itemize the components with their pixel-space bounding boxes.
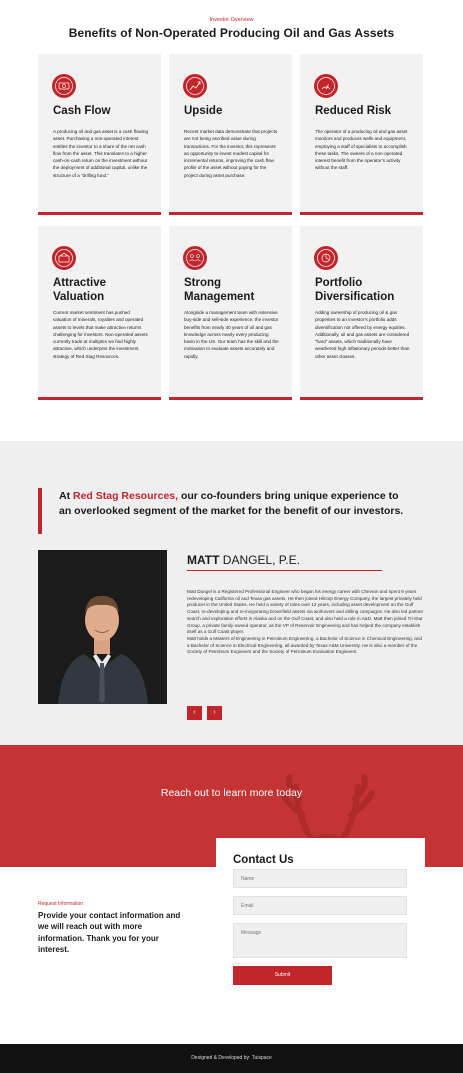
- benefit-card-strong-management: [169, 226, 292, 400]
- name-field[interactable]: Name: [233, 869, 407, 888]
- founder-bio-paragraph: Matt Dangel is a Registered Professional Engineer who began his energy career with Chevron and spent 6 years redeveloping California oil and Texas gas assets. He then joined Hilcorp Energy Company, the largest privately held producer in the United States. He held a variety of roles over 12 years, including asset development on the Gulf Coast, re-developing and re-invigorating brownfield assets via workovers and drilling campaigns. He also led partner search and exploration efforts in Alaska and on the Gulf Coast, and also held a role in A&D. Matt then joined Tri-Star Group, a private family-owned operator, as the VP of Reservoir Engineering and has helped the company establish itself as a Gulf Coast player.: [187, 589, 424, 635]
- founder-photo: [38, 550, 167, 704]
- card-title: Cash Flow: [53, 105, 111, 117]
- cta-text: Reach out to learn more today: [160, 787, 303, 799]
- founder-bio: [187, 589, 425, 656]
- card-body: The operator of a producing oil and gas asset monitors and produces wells and equipment, employing a staff of specialists to accomplish these tasks. The owners of a non-operated interest benefit from the operator’s activity without the staff.: [315, 129, 408, 171]
- brand-name: Red Stag Resources,: [73, 490, 179, 502]
- card-body: A producing oil and gas asset is a cash flowing asset. Purchasing a non-operated interest entitles the investor to a share of the net cash flow from the asset. This translates to a higher cash-on-cash return on the investment without the deployment of additional capital, unlike the structure of a “drilling fund.”: [53, 129, 148, 178]
- upside-icon: [183, 74, 207, 98]
- footer-credit: Designed & Developed by: Tuispace: [191, 1055, 272, 1061]
- management-icon: [183, 246, 207, 270]
- request-eyebrow: Request Information: [38, 901, 84, 907]
- founder-bio-paragraph: Matt holds a Masters of Engineering in Petroleum Engineering, a Bachelor of Science in Chemical Engineering, and a Bachelor of Science in Electrical Engineering, all awarded by Texas A&M University. He is also a member of the Society of Petroleum Engineers and the Society of Petroleum Evaluation Engineers.: [187, 635, 422, 655]
- card-title: Portfolio Diversification: [315, 277, 395, 303]
- section-eyebrow: Investor Overview: [209, 17, 254, 23]
- page-title: Benefits of Non-Operated Producing Oil and Gas Assets: [68, 26, 395, 40]
- submit-button[interactable]: Submit: [233, 966, 332, 985]
- request-text: Provide your contact information and we will reach out with more information. Thank you for your interest.: [38, 911, 181, 954]
- card-body: Alongside a management team with extensive buy-side and sell-side experience, the investor benefits from nearly 40 years of oil and gas knowledge across nearly every producing basin in the US. Our team has the skill and the motivation to evaluate assets accurately and rapidly.: [184, 310, 279, 359]
- team-quote: At Red Stag Resources, our co-founders bring unique experience to an overlooked segment of the market for the benefit of our investors.: [59, 490, 404, 517]
- founder-name: MATT DANGEL, P.E.: [187, 553, 300, 567]
- diversification-icon: [314, 246, 338, 270]
- reduced-risk-icon: [314, 74, 338, 98]
- valuation-icon: [52, 246, 76, 270]
- benefit-card-cash-flow: [38, 54, 161, 215]
- chevron-left-icon: ‹: [193, 709, 196, 716]
- message-field[interactable]: Message: [233, 923, 407, 958]
- footer: [0, 1044, 463, 1073]
- benefit-card-portfolio-diversification: [300, 226, 423, 400]
- previous-founder-button[interactable]: [187, 706, 202, 720]
- card-title: Upside: [184, 105, 223, 117]
- card-title: Attractive Valuation: [53, 277, 107, 303]
- name-divider: [187, 570, 382, 571]
- benefit-card-attractive-valuation: [38, 226, 161, 400]
- chevron-right-icon: ›: [213, 709, 216, 716]
- card-body: Current market sentiment has pushed valuation of minerals, royalties and operated assets to levels that make attractive returns challenging for investors. Non-operated assets currently trade at multiples we find highly attractive, which underpins the investment strategy of Red Stag Resources.: [53, 310, 148, 359]
- quote-accent-bar: [38, 488, 42, 534]
- card-body: Adding ownership of producing oil & gas properties to an investor’s portfolio adds diversification not offered by energy equities. Additionally, oil and gas assets are considered “hard” assets, which traditionally have weathered high inflationary periods better than other asset classes.: [315, 310, 410, 359]
- contact-heading: Contact Us: [233, 854, 294, 866]
- cash-flow-icon: [52, 74, 76, 98]
- card-title: Strong Management: [184, 277, 255, 303]
- next-founder-button[interactable]: [207, 706, 222, 720]
- benefit-card-upside: [169, 54, 292, 215]
- benefit-card-reduced-risk: [300, 54, 423, 215]
- card-body: Recent market data demonstrate that projects are not being ascribed value during transactions. For the investor, this represents an opportunity to invest modest capital for incremental returns, improving the cash flow profile of the asset without paying for the project during asset purchase.: [184, 129, 278, 178]
- card-title: Reduced Risk: [315, 105, 392, 117]
- email-field[interactable]: Email: [233, 896, 407, 915]
